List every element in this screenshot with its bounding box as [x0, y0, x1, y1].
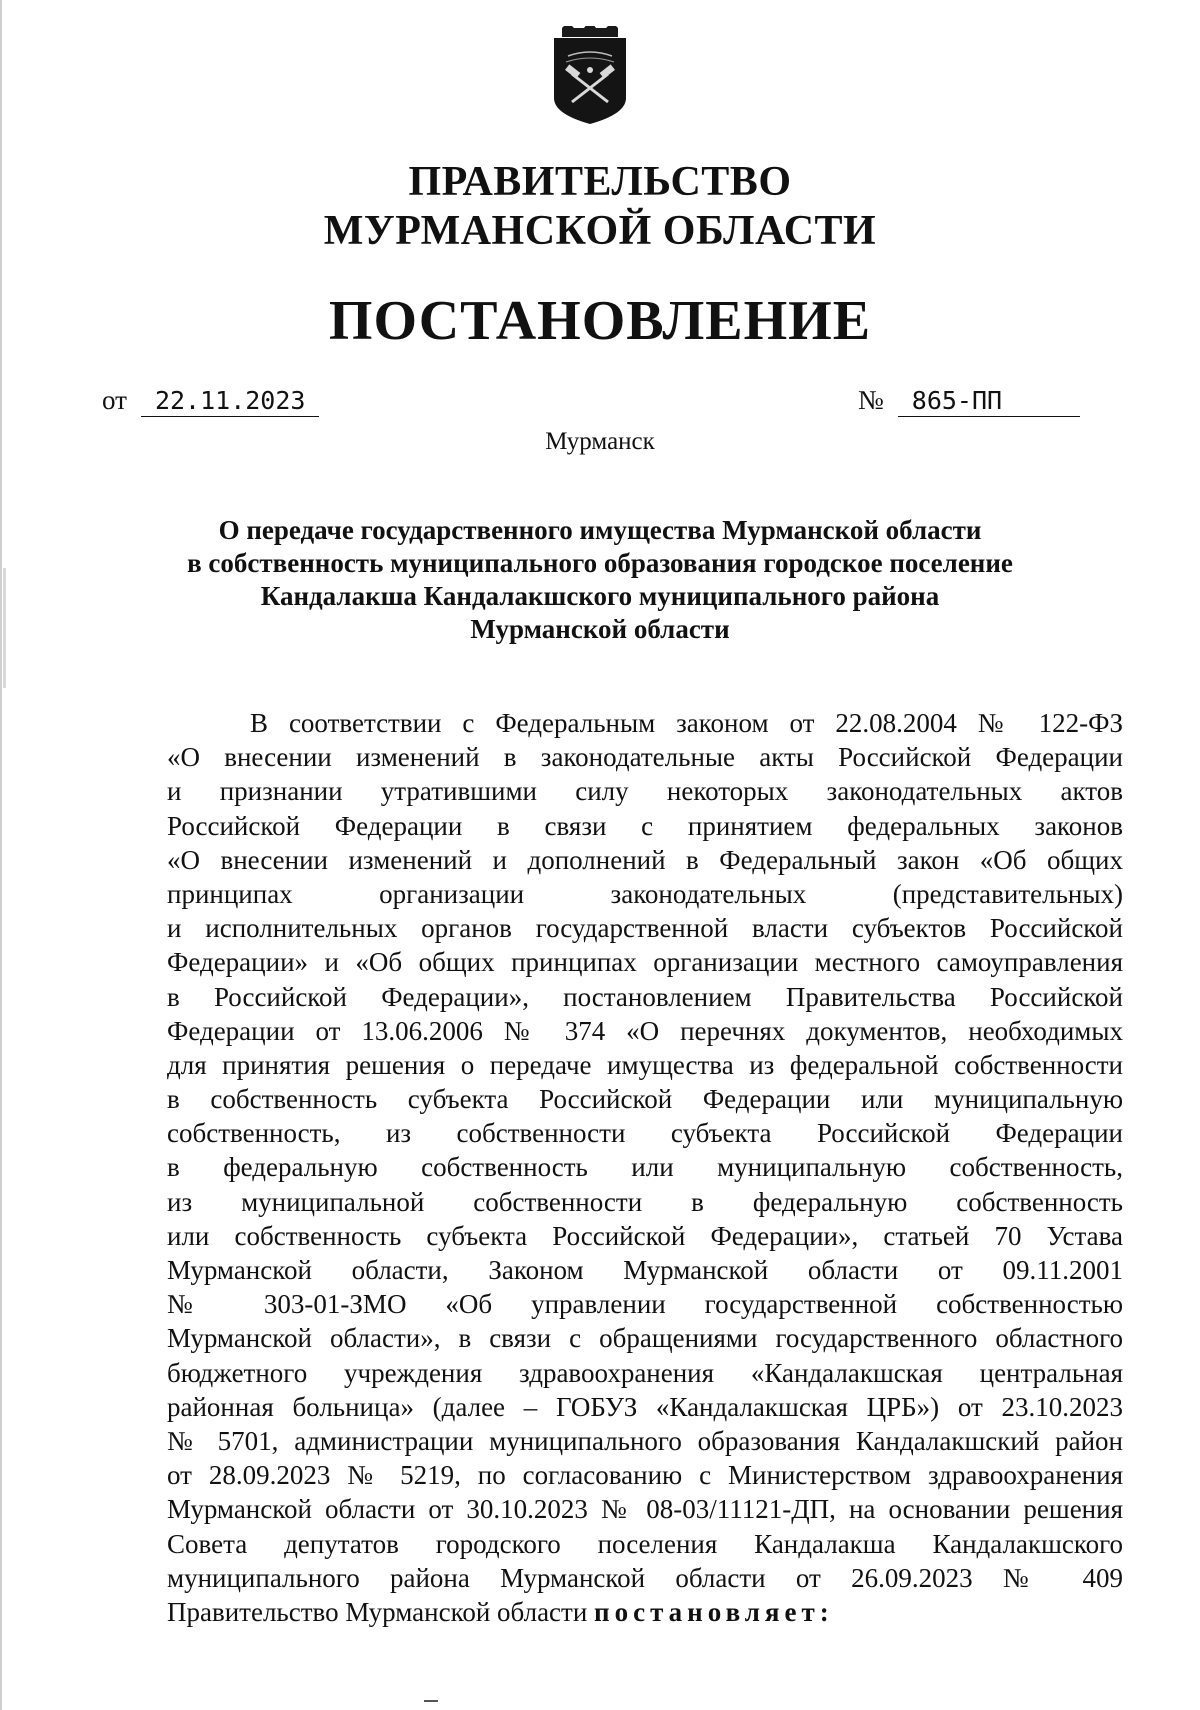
body-line: «О внесении изменений в законодательные акты Российской Федерации	[167, 742, 1123, 773]
body-line: принципах организации законодательных (представительных)	[167, 878, 1123, 909]
body-line: В соответствии с Федеральным законом от 22.08.2004 № 122-ФЗ	[250, 708, 1123, 738]
body-final-line-prefix: Правительство Мурманской области	[167, 1596, 595, 1627]
city-name: Мурманск	[545, 428, 655, 455]
number-label: №	[858, 385, 884, 415]
government-title-line2: МУРМАНСКОЙ ОБЛАСТИ	[323, 208, 877, 254]
body-line: для принятия решения о передаче имущества из федеральной собственности	[167, 1049, 1123, 1080]
body-line: Российской Федерации в связи с принятием федеральных законов	[167, 810, 1123, 841]
body-line: из муниципальной собственности в федеральную собственность	[167, 1186, 1123, 1217]
date-label: от	[102, 385, 127, 415]
coat-of-arms-emblem	[548, 26, 632, 126]
body-line: собственность, из собственности субъекта Российской Федерации	[167, 1118, 1123, 1149]
body-line: или собственность субъекта Российской Федерации», статьей 70 Устава	[167, 1220, 1123, 1251]
document-subject	[140, 514, 1060, 646]
decree-word: постановляет:	[594, 1596, 834, 1627]
number-value: 865-ПП	[898, 386, 1080, 417]
body-line: Мурманской области, Законом Мурманской области от 09.11.2001	[167, 1255, 1123, 1285]
date-row	[102, 383, 319, 417]
body-line: Мурманской области», в связи с обращениями государственного областного	[167, 1323, 1123, 1354]
scan-artifact	[3, 568, 6, 688]
body-line: № 303-01-ЗМО «Об управлении государственной собственностью	[167, 1289, 1123, 1320]
body-line: от 28.09.2023 № 5219, по согласованию с Министерством здравоохранения	[167, 1460, 1123, 1491]
subject-line: О передаче государственного имущества Мурманской области	[218, 515, 982, 545]
body-final-line	[167, 1595, 1123, 1629]
body-line: № 5701, администрации муниципального образования Кандалакшский район	[167, 1425, 1123, 1456]
body-line: бюджетного учреждения здравоохранения «Кандалакшская центральная	[167, 1357, 1123, 1388]
date-value: 22.11.2023	[141, 386, 319, 417]
body-line: и признании утратившими силу некоторых законодательных актов	[167, 776, 1123, 807]
body-line: в Российской Федерации», постановлением Правительства Российской	[167, 981, 1123, 1012]
body-line: Мурманской области от 30.10.2023 № 08-03/11121-ДП, на основании решения	[167, 1494, 1123, 1525]
body-line: в собственность субъекта Российской Федерации или муниципальную	[167, 1084, 1123, 1115]
subject-line: в собственность муниципального образования городское поселение	[187, 548, 1013, 578]
scan-footer-mark	[424, 1700, 438, 1702]
subject-line: Кандалакша Кандалакшского муниципального района	[260, 581, 940, 611]
government-title-line1: ПРАВИТЕЛЬСТВО	[408, 159, 792, 205]
body-line: Совета депутатов городского поселения Кандалакша Кандалакшского	[167, 1528, 1123, 1559]
body-line: Федерации» и «Об общих принципах организации местного самоуправления	[167, 947, 1123, 978]
body-line: и исполнительных органов государственной власти субъектов Российской	[167, 913, 1123, 944]
body-line: муниципального района Мурманской области от 26.09.2023 № 409	[167, 1562, 1123, 1593]
document-body	[167, 706, 1123, 1629]
body-line: Федерации от 13.06.2006 № 374 «О перечнях документов, необходимых	[167, 1015, 1123, 1046]
body-line: «О внесении изменений и дополнений в Федеральный закон «Об общих	[167, 844, 1123, 875]
document-type-title: ПОСТАНОВЛЕНИЕ	[328, 290, 872, 352]
subject-line: Мурманской области	[470, 614, 730, 644]
body-line: районная больница» (далее – ГОБУЗ «Кандалакшская ЦРБ») от 23.10.2023	[167, 1391, 1123, 1422]
body-line: в федеральную собственность или муниципальную собственность,	[167, 1152, 1123, 1183]
number-row	[858, 383, 1080, 417]
